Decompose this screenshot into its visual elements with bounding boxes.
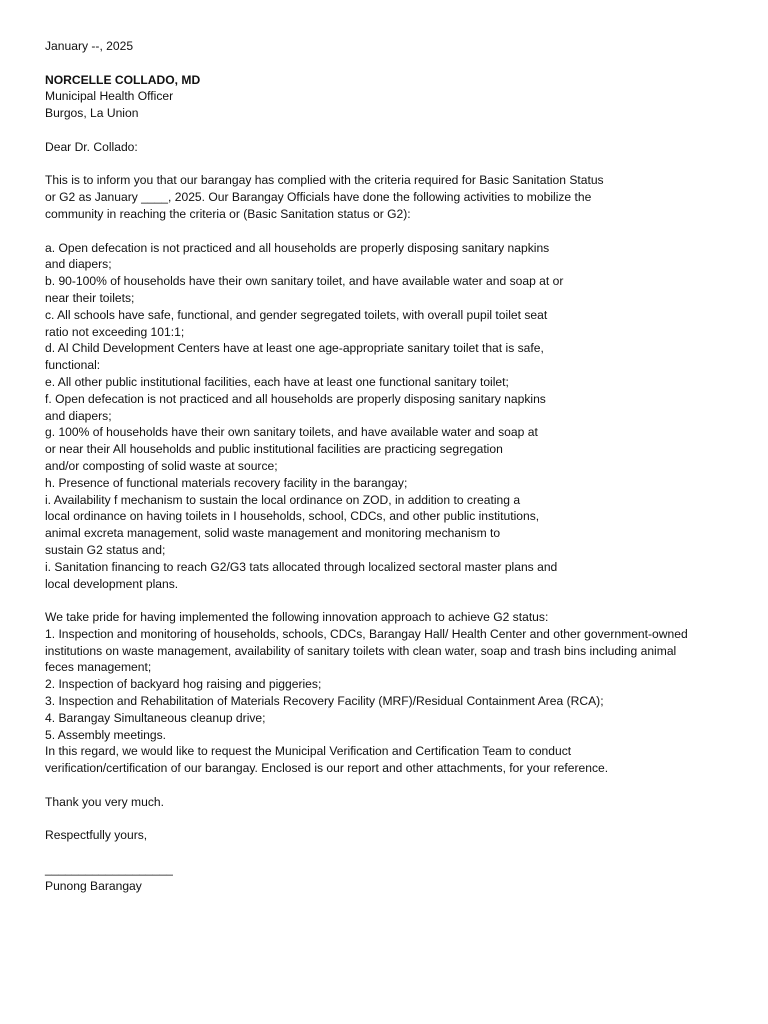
innovation-line: feces management; [45,660,152,675]
innovation-line: In this regard, we would like to request the Municipal Verification and Certification Team to conduct [45,744,572,759]
innovation-line: We take pride for having implemented the following innovation approach to achieve G2 status: [45,610,549,625]
criteria-line: c. All schools have safe, functional, and gender segregated toilets, with overall pupil toilet seat [45,307,548,322]
innovation-line: 1. Inspection and monitoring of households, schools, CDCs, Barangay Hall/ Health Center and other government-owned [45,626,688,641]
innovation-line: 4. Barangay Simultaneous cleanup drive; [45,710,266,725]
innovation-line: verification/certification of our barangay. Enclosed is our report and other attachments, for your reference. [45,761,609,776]
criteria-line: and diapers; [45,257,112,272]
spacer [45,844,745,861]
closing-line: Respectfully yours, [45,828,148,843]
criteria-line: animal excreta management, solid waste management and monitoring mechanism to [45,526,501,541]
criteria-line: g. 100% of households have their own sanitary toilets, and have available water and soap at [45,425,538,440]
criteria-line: and/or composting of solid waste at source; [45,458,278,473]
spacer [45,122,745,139]
criteria-line: or near their All households and public institutional facilities are practicing segregation [45,442,503,457]
thanks-line: Thank you very much. [45,794,164,809]
criteria-line: local development plans. [45,576,179,591]
innovation-line: 5. Assembly meetings. [45,727,166,742]
criteria-line: i. Availability f mechanism to sustain the local ordinance on ZOD, in addition to creating a [45,492,521,507]
spacer [45,777,745,794]
letter-date: January --, 2025 [45,39,134,53]
criteria-line: a. Open defecation is not practiced and all households are properly disposing sanitary napkins [45,240,550,255]
innovation-line: institutions on waste management, availability of sanitary toilets with clean water, soap and trash bins including animal [45,643,677,658]
intro-paragraph [45,172,745,222]
criteria-line: h. Presence of functional materials recovery facility in the barangay; [45,475,408,490]
spacer [45,156,745,173]
salutation: Dear Dr. Collado: [45,139,138,154]
spacer [45,592,745,609]
criteria-line: functional: [45,358,101,373]
criteria-list [45,240,745,593]
spacer [45,223,745,240]
signatory-title: Punong Barangay [45,878,142,893]
innovation-paragraph [45,609,745,777]
criteria-line: and diapers; [45,408,112,423]
spacer [45,55,745,72]
criteria-line: b. 90-100% of households have their own sanitary toilet, and have available water and soap at or [45,274,564,289]
criteria-line: d. Al Child Development Centers have at least one age-appropriate sanitary toilet that is safe, [45,341,544,356]
criteria-line: i. Sanitation financing to reach G2/G3 tats allocated through localized sectoral master plans and [45,559,558,574]
letter-page [45,38,745,895]
recipient-title: Municipal Health Officer [45,89,174,104]
recipient-location: Burgos, La Union [45,106,139,121]
criteria-line: near their toilets; [45,290,135,305]
criteria-line: sustain G2 status and; [45,542,166,557]
intro-line: or G2 as January ____, 2025. Our Barangay Officials have done the following activities to mobilize the [45,190,592,205]
criteria-line: f. Open defecation is not practiced and all households are properly disposing sanitary napkins [45,391,546,406]
criteria-line: ratio not exceeding 101:1; [45,324,185,339]
spacer [45,811,745,828]
criteria-line: e. All other public institutional facilities, each have at least one functional sanitary toilet; [45,374,509,389]
criteria-line: local ordinance on having toilets in I households, school, CDCs, and other public institutions, [45,509,540,524]
intro-line: This is to inform you that our barangay has complied with the criteria required for Basic Sanitation Status [45,173,604,188]
intro-line: community in reaching the criteria or (Basic Sanitation status or G2): [45,206,411,221]
recipient-name: NORCELLE COLLADO, MD [45,72,201,87]
signature-line: ___________________ [45,862,173,877]
innovation-line: 2. Inspection of backyard hog raising and piggeries; [45,677,322,692]
innovation-line: 3. Inspection and Rehabilitation of Materials Recovery Facility (MRF)/Residual Containment Area (RCA); [45,694,604,709]
